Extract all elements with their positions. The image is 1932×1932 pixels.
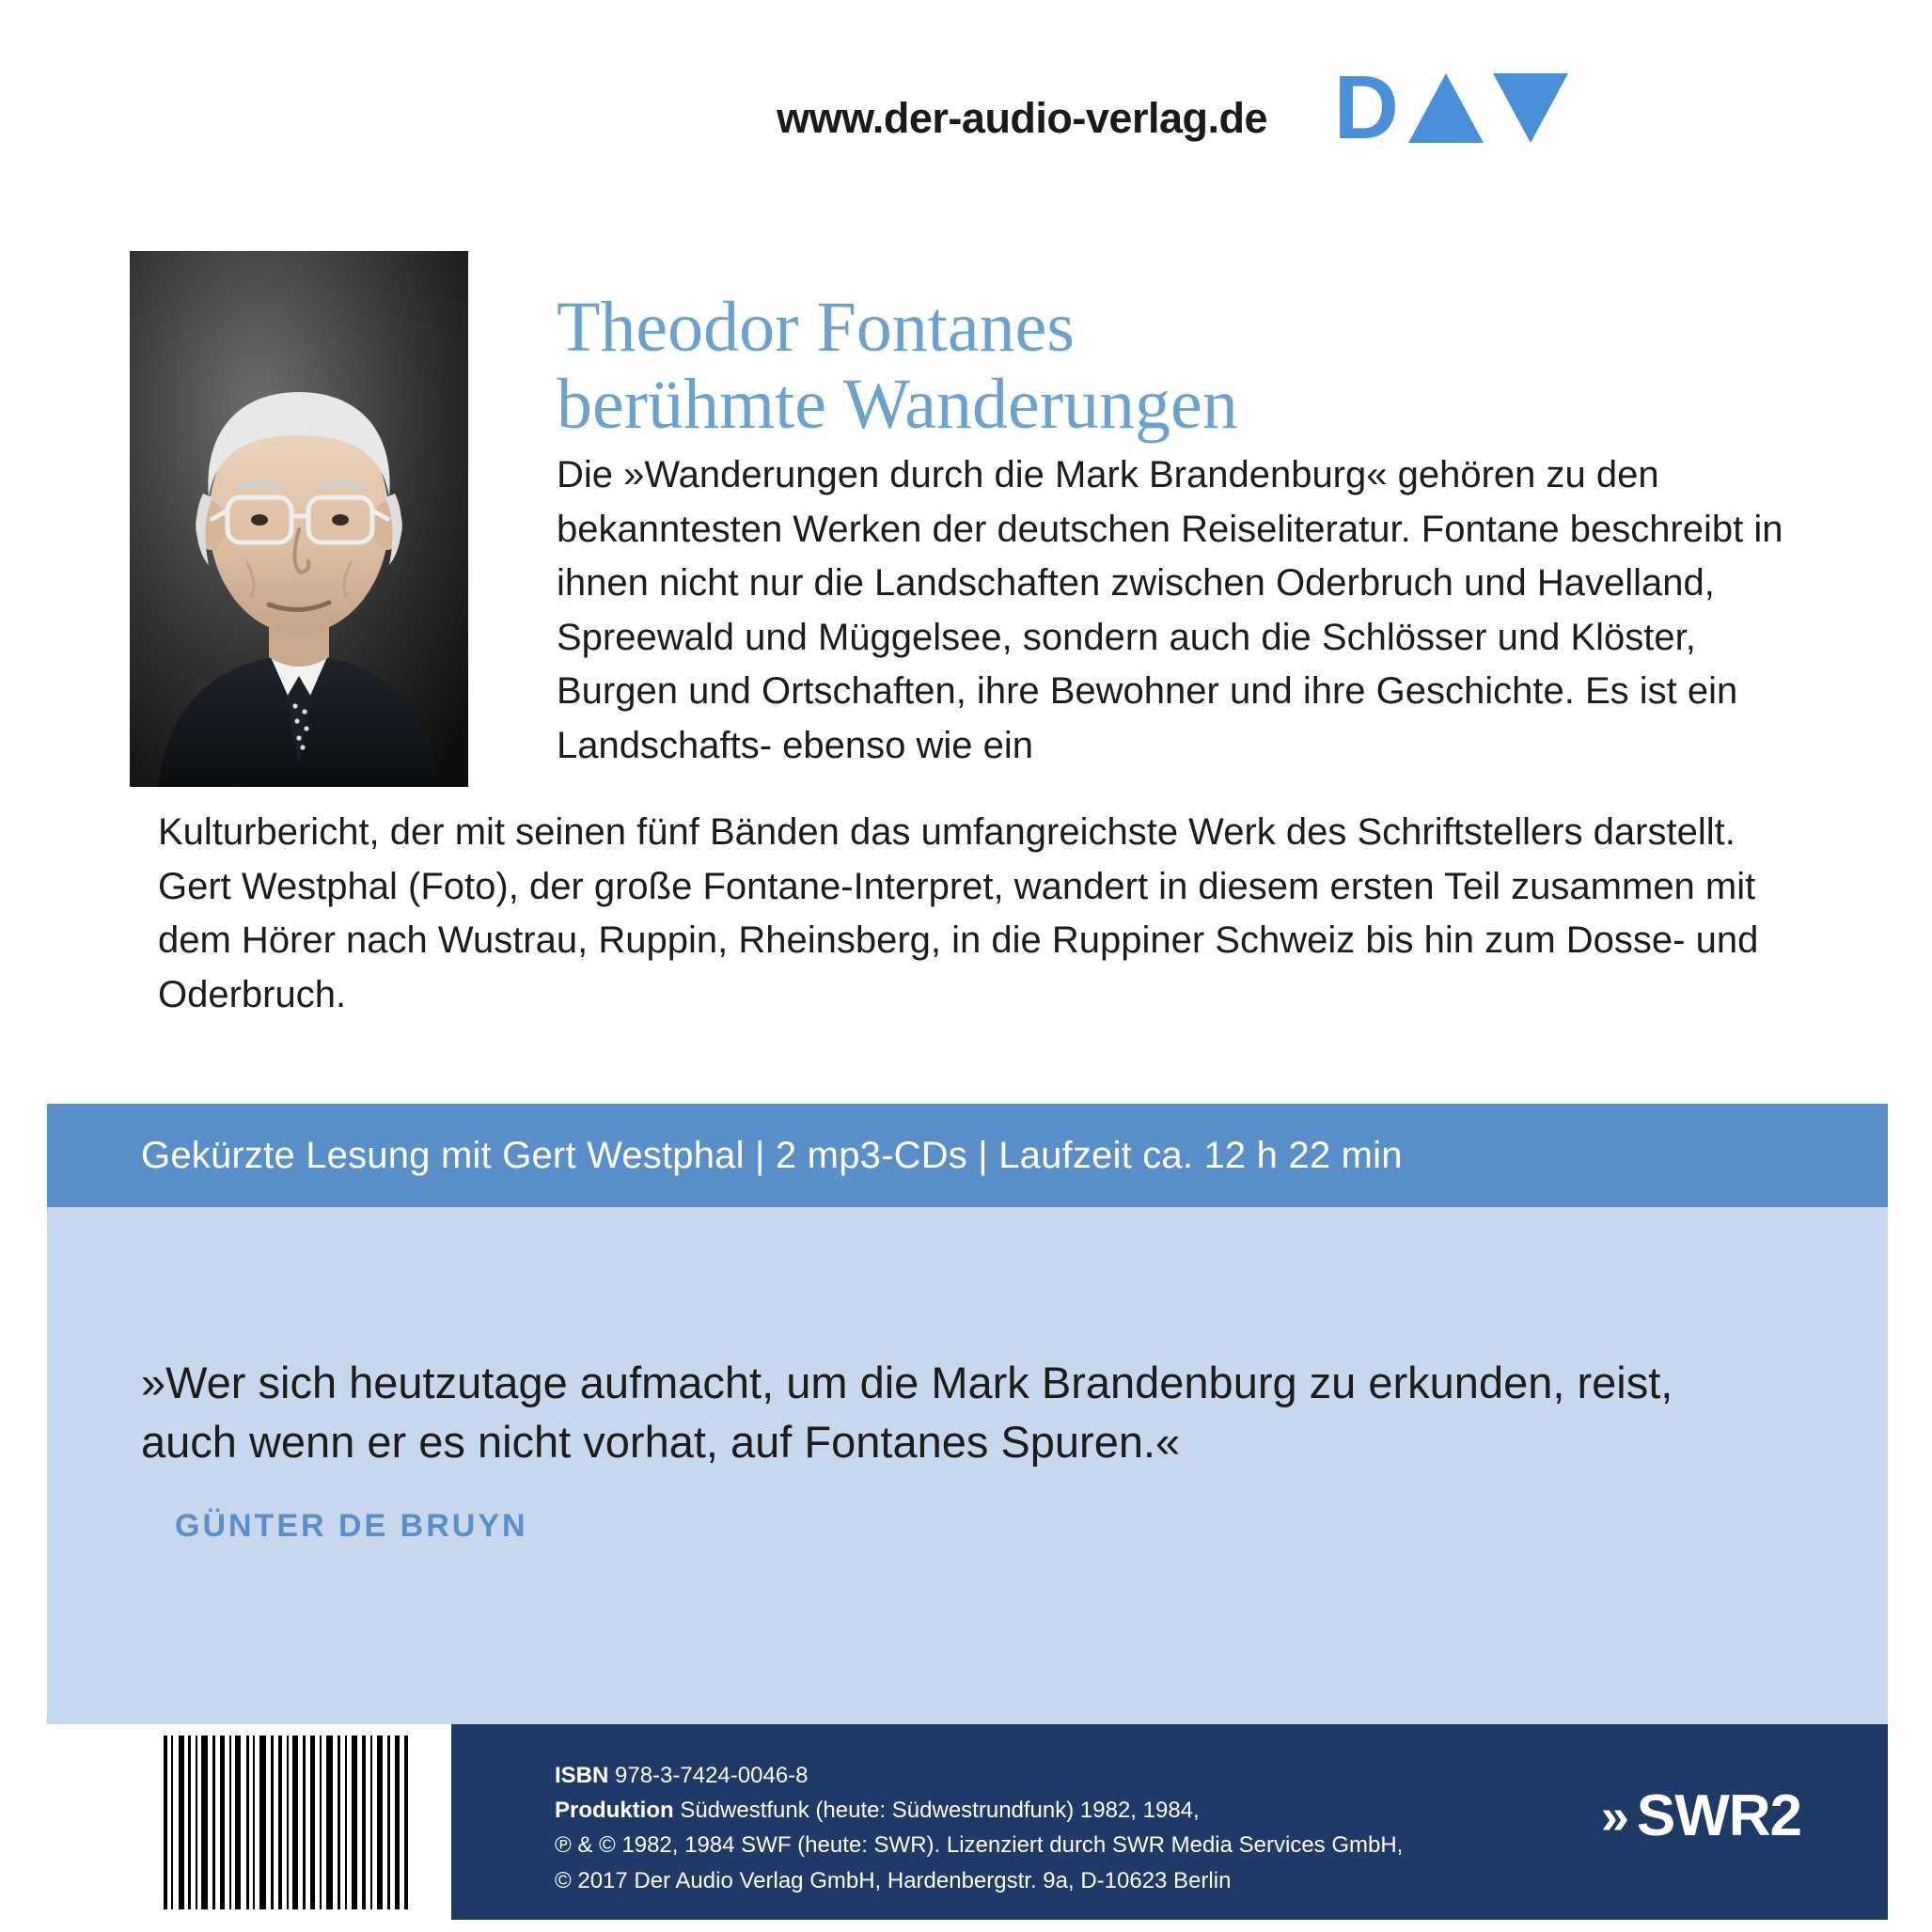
production-line — [555, 1793, 1403, 1828]
quote-panel — [47, 1207, 1888, 1724]
quote-text: »Wer sich heutzutage aufmacht, um die Mark Brandenburg zu erkunden, reist, auch wenn er es nicht vorhat, auf Fontanes Spuren.« — [141, 1358, 1673, 1468]
title-line-2: berühmte Wanderungen — [557, 364, 1238, 444]
swr2-logo — [1601, 1783, 1801, 1849]
top-bar — [47, 11, 1888, 213]
triangle-up-icon — [1408, 73, 1484, 143]
swr2-wordmark: SWR2 — [1636, 1783, 1801, 1848]
isbn-value: 978-3-7424-0046-8 — [615, 1763, 809, 1788]
copyright-line: © 2017 Der Audio Verlag GmbH, Hardenbergstr. 9a, D-10623 Berlin — [555, 1867, 1232, 1893]
page-title — [557, 289, 1807, 443]
format-info-text: Gekürzte Lesung mit Gert Westphal | 2 mp3-CDs | Laufzeit ca. 12 h 22 min — [141, 1134, 1403, 1176]
production-label: Produktion — [555, 1798, 674, 1824]
isbn-label: ISBN — [555, 1763, 609, 1788]
dav-logo — [1333, 57, 1568, 158]
dav-logo-letter: D — [1333, 57, 1399, 158]
imprint-block — [555, 1758, 1403, 1898]
rights-line: ℗ & © 1982, 1984 SWF (heute: SWR). Lizenziert durch SWR Media Services GmbH, — [555, 1832, 1404, 1859]
portrait-photo — [130, 251, 468, 787]
isbn-line — [555, 1758, 1403, 1793]
production-value: Südwestfunk (heute: Südwestrundfunk) 1982, 1984, — [680, 1798, 1200, 1824]
website-url[interactable]: www.der-audio-verlag.de — [777, 94, 1267, 142]
barcode — [158, 1736, 412, 1909]
double-chevron-icon: » — [1600, 1787, 1624, 1845]
title-line-1: Theodor Fontanes — [557, 287, 1075, 367]
description-paragraph-top: Die »Wanderungen durch die Mark Brandenburg« gehören zu den bekanntesten Werken der deutschen Reiseliteratur. Fontane beschreibt in ihnen nicht nur die Landschaften zwischen Oderbruch und Havelland, Spreewald und Müggelsee, sondern auch die Schlösser und Klöster, Burgen und Ortschaften, ihre Bewohner und ihre Geschichte. Es ist ein Landschafts- ebenso wie ein — [557, 454, 1783, 766]
quote-author: GÜNTER DE BRUYN — [175, 1508, 528, 1544]
footer — [47, 1724, 1888, 1920]
description-paragraph-rest: Kulturbericht, der mit seinen fünf Bänden das umfangreichste Werk des Schriftstellers darstellt. Gert Westphal (Foto), der große Fontane-Interpret, wandert in diesem ersten Teil zusammen mit dem Hörer nach Wustrau, Ruppin, Rheinsberg, in die Ruppiner Schweiz bis hin zum Dosse- und Oderbruch. — [158, 811, 1759, 1015]
audiobook-back-cover — [47, 11, 1888, 1920]
triangle-down-icon — [1493, 73, 1568, 143]
format-info-bar — [47, 1104, 1888, 1207]
